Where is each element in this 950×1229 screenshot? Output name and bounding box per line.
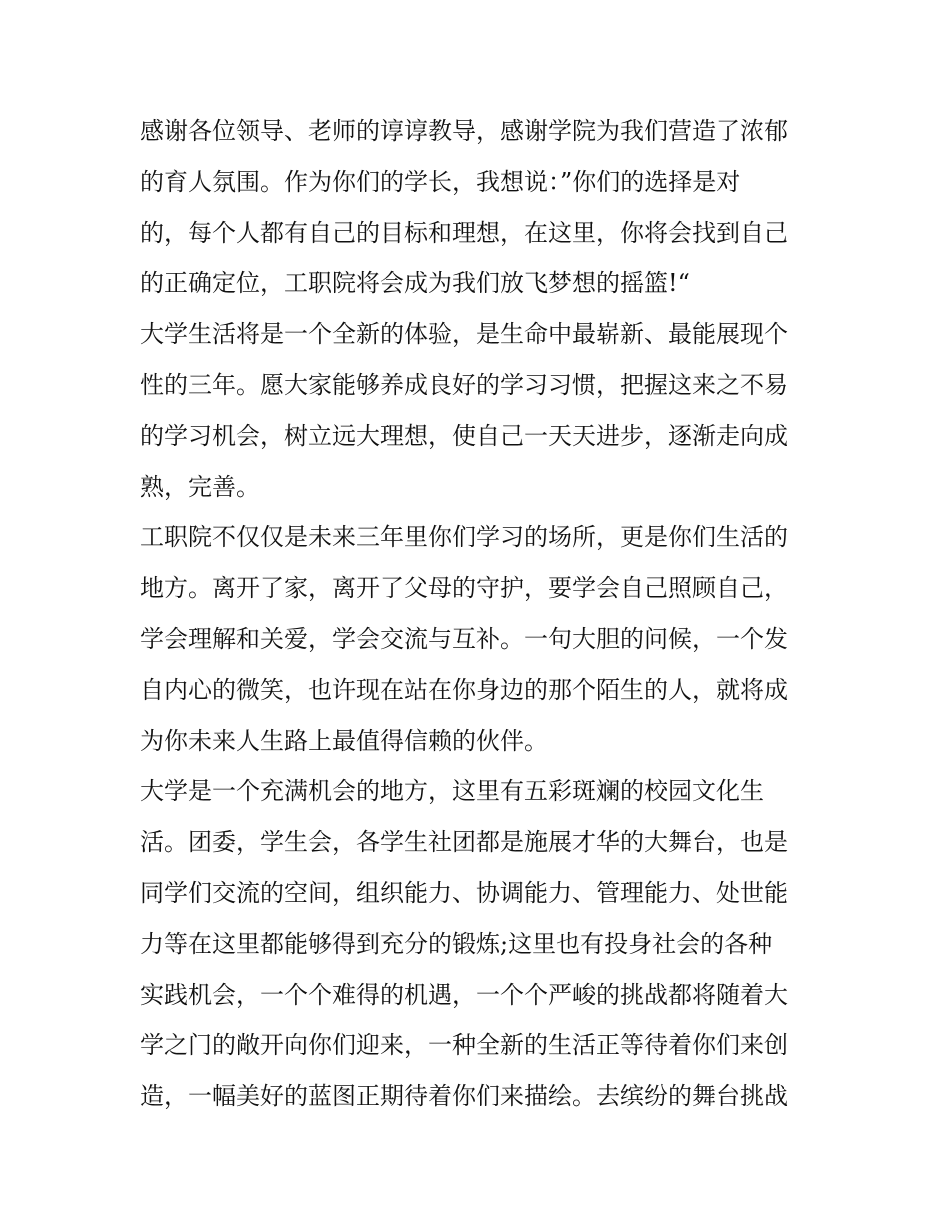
- text-line: 为你未来人生路上最值得信赖的伙伴。: [140, 726, 548, 755]
- text-line: 同学们交流的空间，组织能力、协调能力、管理能力、处世能: [140, 878, 788, 907]
- text-line: 活。团委，学生会，各学生社团都是施展才华的大舞台，也是: [140, 828, 788, 857]
- text-line: 自内心的微笑，也许现在站在你身边的那个陌生的人，就将成: [140, 675, 788, 704]
- text-line: 感谢各位领导、老师的谆谆教导，感谢学院为我们营造了浓郁: [140, 117, 788, 145]
- text-line: 的正确定位，工职院将会成为我们放飞梦想的摇篮!“: [140, 269, 690, 298]
- text-line: 的育人氛围。作为你们的学长，我想说：”你们的选择是对: [140, 167, 741, 196]
- text-line: 的学习机会，树立远大理想，使自己一天天进步，逐渐走向成: [140, 421, 788, 450]
- text-line: 熟，完善。: [140, 472, 260, 501]
- text-line: 造，一幅美好的蓝图正期待着你们来描绘。去缤纷的舞台挑战: [140, 1082, 788, 1111]
- text-line: 的，每个人都有自己的目标和理想，在这里，你将会找到自己: [140, 218, 788, 247]
- text-line: 实践机会，一个个难得的机遇，一个个严峻的挑战都将随着大: [140, 980, 788, 1009]
- text-line: 力等在这里都能够得到充分的锻炼;这里也有投身社会的各种: [140, 929, 773, 958]
- text-line: 大学生活将是一个全新的体验，是生命中最崭新、最能展现个: [140, 320, 788, 349]
- text-line: 学会理解和关爱，学会交流与互补。一句大胆的问候，一个发: [140, 624, 788, 653]
- text-line: 学之门的敞开向你们迎来，一种全新的生活正等待着你们来创: [140, 1031, 788, 1060]
- text-line: 地方。离开了家，离开了父母的守护，要学会自己照顾自己，: [140, 574, 788, 603]
- text-line: 大学是一个充满机会的地方，这里有五彩斑斓的校园文化生: [140, 777, 764, 806]
- text-line: 性的三年。愿大家能够养成良好的学习习惯，把握这来之不易: [140, 370, 788, 399]
- text-line: 工职院不仅仅是未来三年里你们学习的场所，更是你们生活的: [140, 523, 788, 552]
- document-body: [140, 106, 820, 1122]
